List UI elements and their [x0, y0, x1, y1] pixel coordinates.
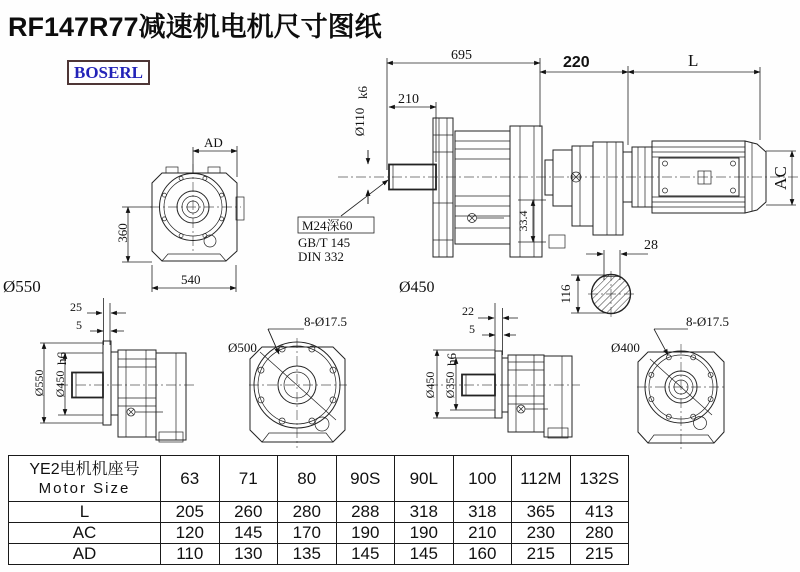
dim-220: 220	[563, 54, 590, 71]
dim-116: 116	[558, 284, 573, 304]
table-cell: 365	[512, 502, 571, 523]
label-standard-gbt: GB/T 145	[298, 235, 351, 250]
table-cell: 288	[336, 502, 395, 523]
table-cell: 170	[278, 523, 337, 544]
column-header: 80	[278, 456, 337, 502]
column-header: 132S	[570, 456, 629, 502]
dim-695: 695	[451, 48, 472, 63]
dim-dia550-flange: Ø550	[32, 369, 46, 397]
motor-size-columns	[9, 456, 629, 502]
label-standard-din: DIN 332	[298, 249, 344, 264]
dim-dia350-spigot: Ø350	[443, 371, 457, 399]
row-label: L	[9, 502, 161, 523]
dim-AC: AC	[771, 166, 790, 190]
label-dia550: Ø550	[3, 277, 41, 296]
table-cell: 413	[570, 502, 629, 523]
column-header: 71	[219, 456, 278, 502]
table-cell: 135	[278, 544, 337, 565]
table-cell: 145	[336, 544, 395, 565]
table-cell: 318	[395, 502, 454, 523]
motor-size-table	[8, 455, 629, 565]
motor-size-rows	[9, 502, 629, 565]
column-header: 112M	[512, 456, 571, 502]
dim-33-4: 33.4	[516, 210, 530, 232]
dim-dia350-tolerance: h6	[444, 353, 459, 366]
table-cell: 260	[219, 502, 278, 523]
page-title: RF147R77减速机电机尺寸图纸	[8, 12, 382, 42]
dim-dia450-tolerance: h6	[54, 352, 69, 365]
dim-25: 25	[70, 300, 82, 314]
table-cell: 190	[336, 523, 395, 544]
table-cell: 110	[161, 544, 220, 565]
table-header-cn: YE2电机机座号	[29, 460, 140, 478]
dim-shaft-tolerance: k6	[355, 86, 370, 99]
table-row	[9, 502, 629, 523]
table-cell: 190	[395, 523, 454, 544]
table-header-cell	[9, 456, 161, 502]
table-header-en: Motor Size	[38, 479, 131, 497]
top-dimensions	[3, 48, 796, 296]
dim-22: 22	[462, 304, 474, 318]
label-bolt-holes-small: 8-Ø17.5	[686, 314, 729, 329]
column-header: 100	[453, 456, 512, 502]
table-row	[9, 523, 629, 544]
flange-gearbox-side-view-large	[32, 298, 257, 442]
gearbox-front-view	[152, 167, 244, 261]
label-dia450: Ø450	[399, 279, 435, 296]
input-adapter-view	[545, 142, 632, 248]
dim-AD: AD	[204, 135, 223, 150]
label-dia500: Ø500	[228, 340, 257, 355]
column-header: 90L	[395, 456, 454, 502]
row-label: AD	[9, 544, 161, 565]
dim-dia450-spigot: Ø450	[53, 370, 67, 398]
label-tapped-hole: M24深60	[302, 218, 353, 233]
label-dia400: Ø400	[611, 340, 640, 355]
dim-5: 5	[76, 318, 82, 332]
dim-dia450-flange: Ø450	[423, 371, 437, 399]
dim-shaft-diameter: Ø110	[352, 107, 367, 137]
table-cell: 280	[278, 502, 337, 523]
flange-front-view-small	[638, 314, 729, 443]
dim-210: 210	[398, 92, 419, 107]
column-header: 63	[161, 456, 220, 502]
table-cell: 230	[512, 523, 571, 544]
flange-front-view-large	[250, 314, 347, 442]
dim-L: L	[688, 51, 699, 70]
gearbox-side-view	[389, 118, 542, 257]
label-bolt-holes-large: 8-Ø17.5	[304, 314, 347, 329]
table-cell: 210	[453, 523, 512, 544]
table-cell: 215	[570, 544, 629, 565]
table-cell: 215	[512, 544, 571, 565]
table-cell: 318	[453, 502, 512, 523]
table-cell: 205	[161, 502, 220, 523]
table-row	[9, 544, 629, 565]
dim-540: 540	[181, 272, 201, 287]
table-cell: 160	[453, 544, 512, 565]
table-cell: 145	[219, 523, 278, 544]
table-cell: 130	[219, 544, 278, 565]
row-label: AC	[9, 523, 161, 544]
table-cell: 120	[161, 523, 220, 544]
dim-28: 28	[644, 238, 658, 253]
table-cell: 280	[570, 523, 629, 544]
table-cell: 145	[395, 544, 454, 565]
shaft-cross-section	[558, 238, 658, 314]
column-header: 90S	[336, 456, 395, 502]
dim-360: 360	[115, 223, 130, 243]
dim-5-small: 5	[469, 322, 475, 336]
brand-logo: BOSERL	[67, 60, 150, 85]
